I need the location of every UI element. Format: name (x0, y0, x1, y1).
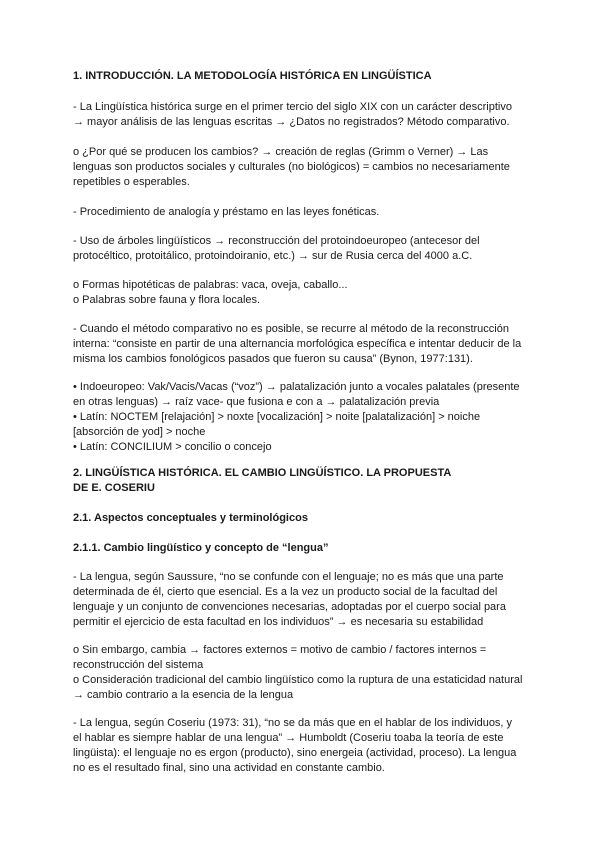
paragraph-internal-reconstruction: - Cuando el método comparativo no es posible, se recurre al método de la reconstrucción interna: “consiste en partir de una alternancia morfológica específica e intentar deducir de la misma los cambios fonológicos pasados que fueron su causa” (Bynon, 1977:131). (73, 323, 522, 365)
subsection-2-1-heading: 2.1. Aspectos conceptuales y terminológicos (73, 512, 308, 524)
paragraph-however-changes: o Sin embargo, cambia → factores externos = motivo de cambio / factores internos = reconstrucción del sistema o Consideración tradicional del cambio lingüístico como la ruptura de una estaticidad natural → cambio contrario a la esencia de la lengua (73, 644, 523, 701)
paragraph-linguistic-trees: - Uso de árboles lingüísticos → reconstrucción del protoindoeuropeo (antecesor del protocéltico, protoitálico, protoindoiranio, etc.) → sur de Rusia cerca del 4000 a.C. (73, 235, 480, 262)
paragraph-coseriu: - La lengua, según Coseriu (1973: 31), “no se da más que en el hablar de los individuos, y el hablar es siempre hablar de una lengua” → Humboldt (Coseriu toaba la teoría de este lingüista): el lenguaje no es ergon (producto), sino energeia (actividad, proceso). La lengua no es el resultado final, sino una actividad en constante cambio. (73, 717, 517, 774)
paragraph-historical-linguistics: - La Lingüística histórica surge en el primer tercio del siglo XIX con un carácter descriptivo → mayor análisis de las lenguas escritas → ¿Datos no registrados? Método comparativo. (73, 101, 512, 128)
paragraph-why-changes: o ¿Por qué se producen los cambios? → creación de reglas (Grimm o Verner) → Las lenguas son productos sociales y culturales (no biológicos) = cambios no necesariamente repetibles o esperables. (73, 146, 510, 188)
section-1-heading: 1. INTRODUCCIÓN. LA METODOLOGÍA HISTÓRICA EN LINGÜÍSTICA (73, 70, 432, 82)
subsection-2-1-1-heading: 2.1.1. Cambio lingüístico y concepto de “lengua” (73, 542, 329, 554)
section-2-heading: 2. LINGÜÍSTICA HISTÓRICA. EL CAMBIO LINGÜÍSTICO. LA PROPUESTA DE E. COSERIU (73, 467, 452, 494)
paragraph-hypothetical-forms: o Formas hipotéticas de palabras: vaca, oveja, caballo... o Palabras sobre fauna y flora locales. (73, 279, 348, 306)
paragraph-analogy: - Procedimiento de analogía y préstamo en las leyes fonéticas. (73, 206, 380, 218)
paragraph-saussure: - La lengua, según Saussure, “no se confunde con el lenguaje; no es más que una parte determinada de él, cierto que esencial. Es a la vez un producto social de la facultad del lenguaje y un conjunto de convenciones necesarias, adoptadas por el cuerpo social para permitir el ejercicio de esta facultad en los individuos” → es necesaria su estabilidad (73, 571, 506, 628)
list-examples: • Indoeuropeo: Vak/Vacis/Vacas (“voz”) → palatalización junto a vocales palatales (presente en otras lenguas) → raíz vace- que fusiona e con a → palatalización previa • Latín: NOCTEM [relajación] > noxte [vocalización] > noite [palatalización] > noiche [absorción de yod] > noche • Latín: CONCILIUM > concilio o concejo (73, 381, 520, 453)
